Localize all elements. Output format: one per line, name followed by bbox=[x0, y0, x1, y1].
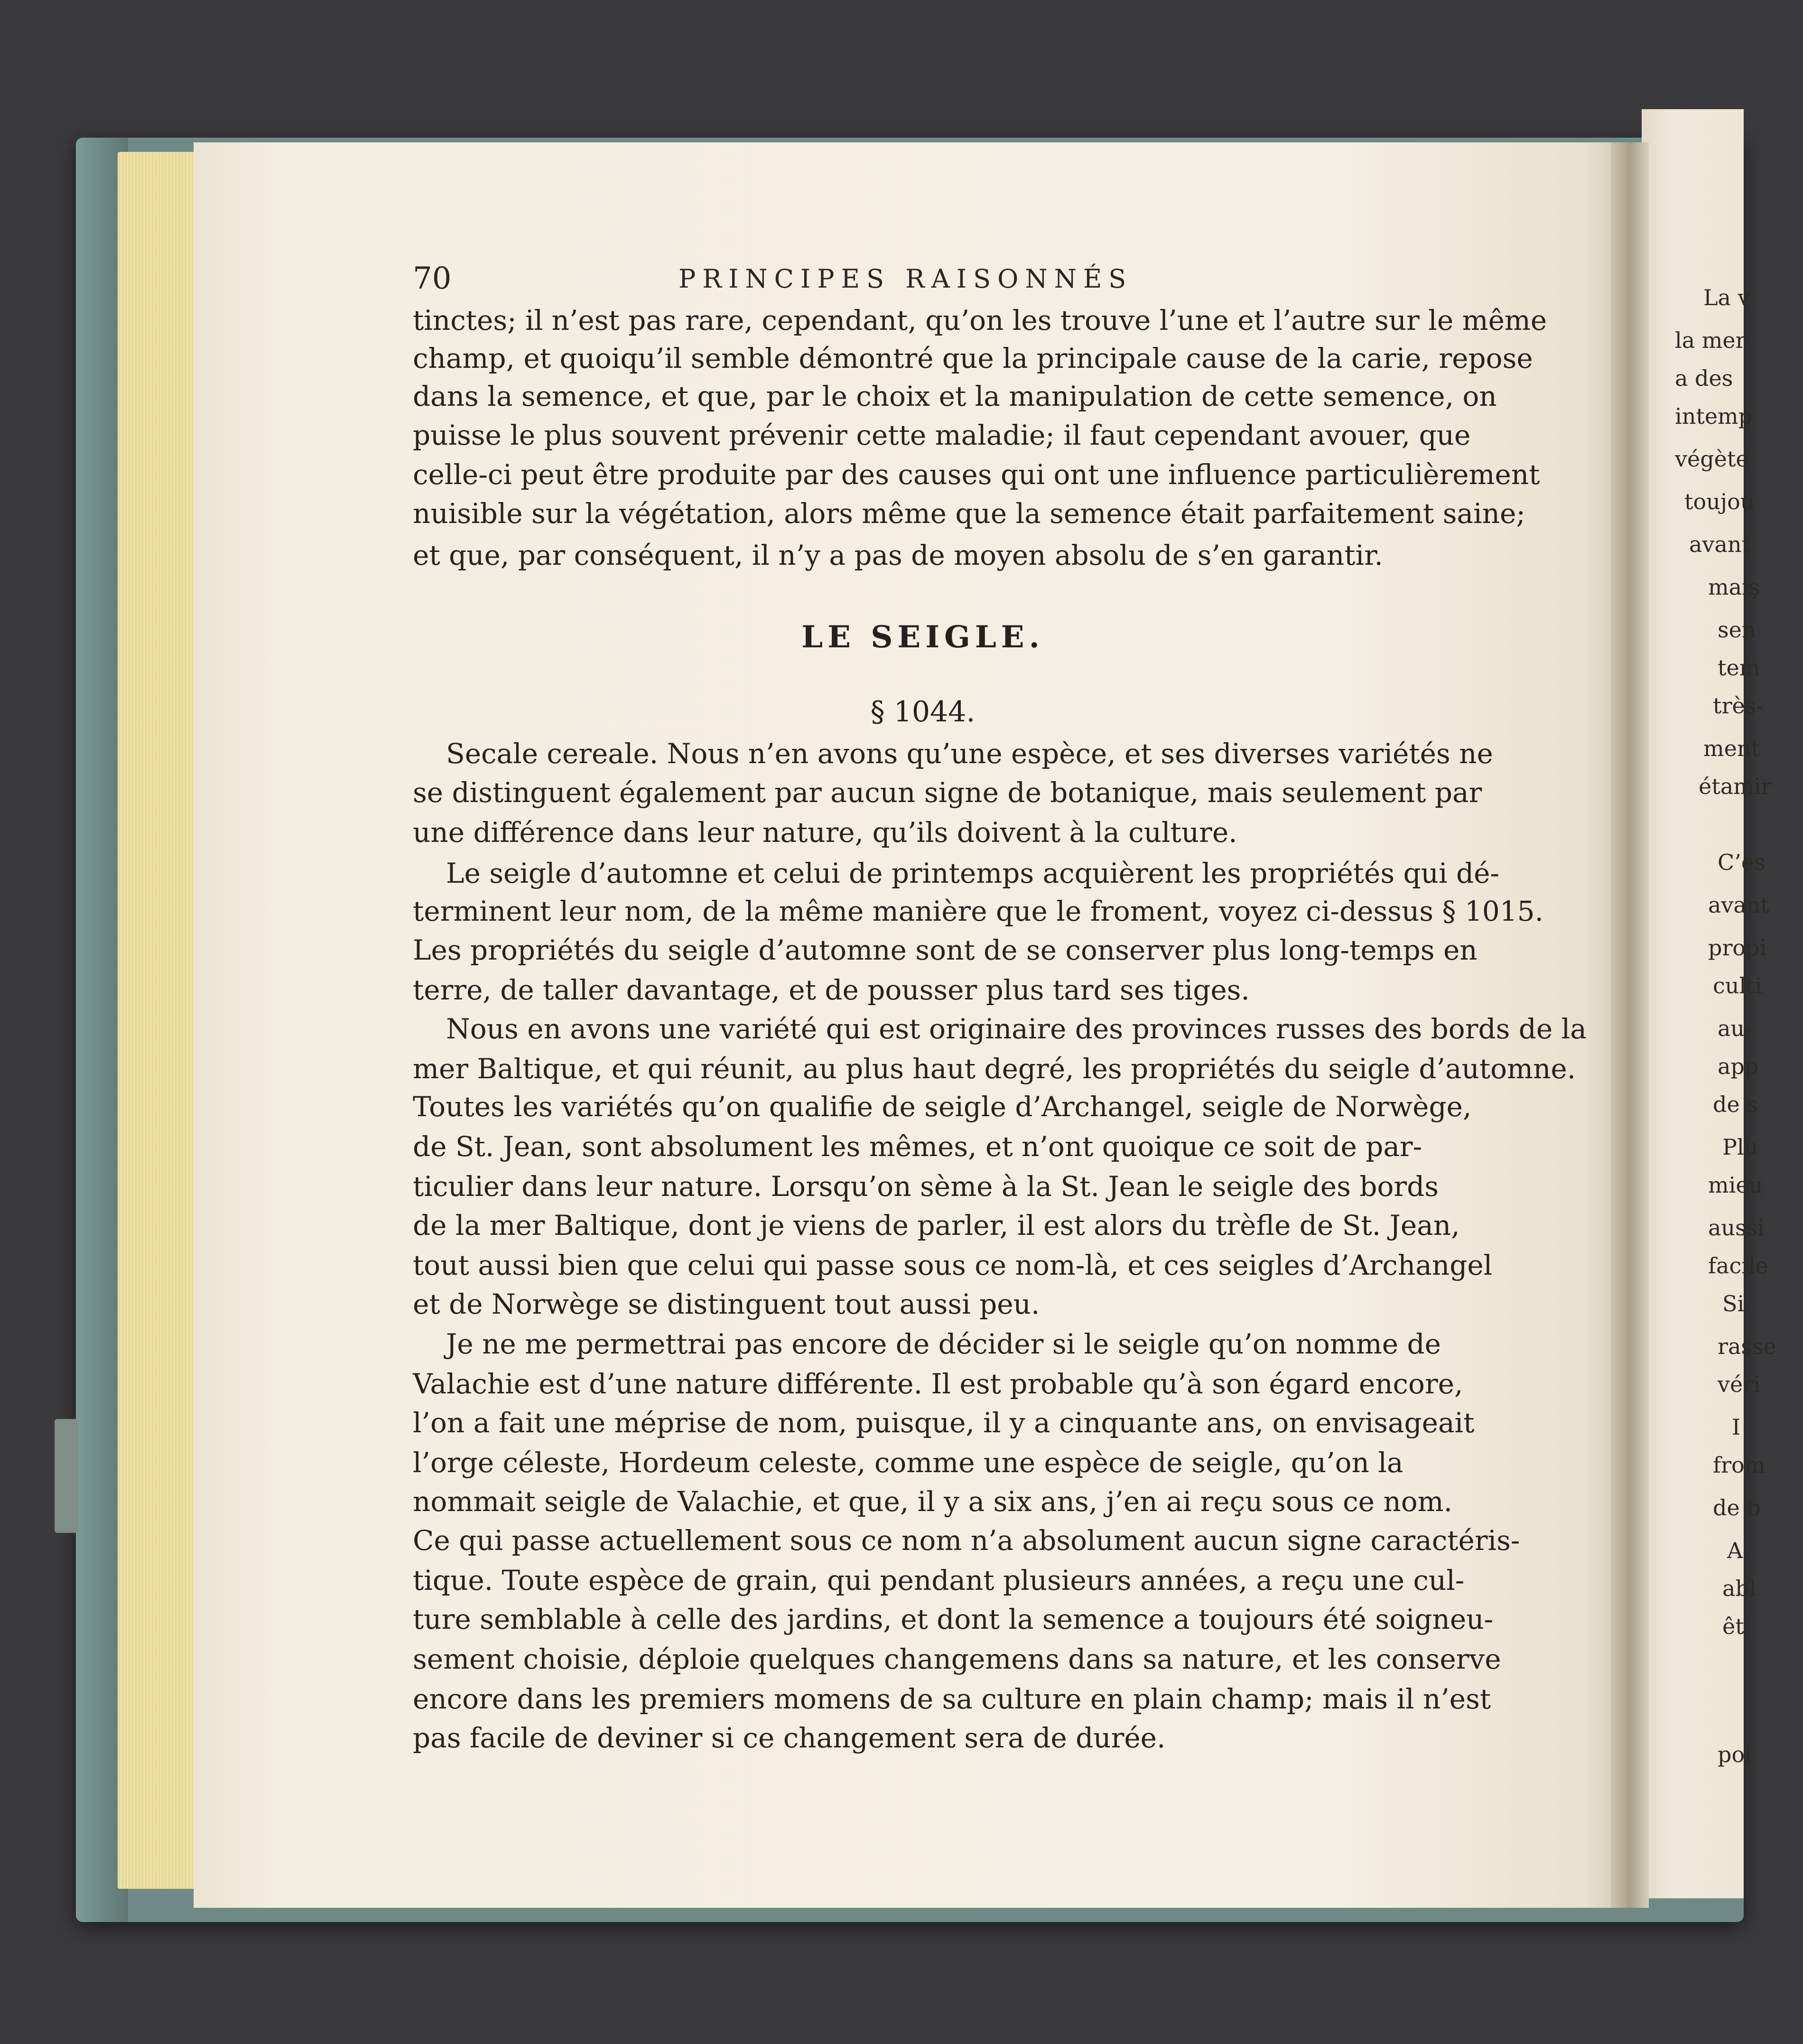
margin-fragment: facile bbox=[1708, 1253, 1768, 1279]
text-line: de St. Jean, sont absolument les mêmes, et n’ont quoique ce soit de par- bbox=[413, 1130, 1422, 1163]
text-line: nommait seigle de Valachie, et que, il y a six ans, j’en ai reçu sous ce nom. bbox=[413, 1485, 1453, 1518]
text-line: celle-ci peut être produite par des causes qui ont une influence particulièrement bbox=[413, 458, 1540, 491]
text-line: terminent leur nom, de la même manière que le froment, voyez ci-dessus § 1015. bbox=[413, 895, 1543, 927]
margin-fragment: de b bbox=[1713, 1495, 1761, 1521]
margin-fragment: poi bbox=[1718, 1742, 1752, 1767]
margin-fragment: propi bbox=[1708, 935, 1767, 961]
ribbon-tab bbox=[55, 1419, 78, 1533]
text-line: Le seigle d’automne et celui de printemps acquièrent les propriétés qui dé- bbox=[446, 857, 1500, 889]
page-edges bbox=[118, 152, 198, 1889]
book-gutter bbox=[1611, 142, 1649, 1908]
text-line: Les propriétés du seigle d’automne sont de se conserver plus long-temps en bbox=[413, 934, 1478, 966]
paragraph-number: § 1044. bbox=[870, 695, 976, 728]
margin-fragment: au- bbox=[1718, 1016, 1752, 1041]
text-line: ticulier dans leur nature. Lorsqu’on sème à la St. Jean le seigle des bords bbox=[413, 1170, 1439, 1203]
text-line: tout aussi bien que celui qui passe sous ce nom-là, et ces seigles d’Archangel bbox=[413, 1249, 1493, 1281]
text-line: de la mer Baltique, dont je viens de parler, il est alors du trèfle de St. Jean, bbox=[413, 1209, 1460, 1241]
margin-fragment: from bbox=[1713, 1452, 1766, 1478]
margin-fragment: êt bbox=[1722, 1614, 1744, 1639]
margin-fragment: aussi bbox=[1708, 1215, 1765, 1241]
text-line: sement choisie, déploie quelques changemens dans sa nature, et les conserve bbox=[413, 1643, 1501, 1675]
margin-fragment: La v bbox=[1703, 285, 1750, 310]
text-line: ture semblable à celle des jardins, et dont la semence a toujours été soigneu- bbox=[413, 1603, 1494, 1635]
text-line: et que, par conséquent, il n’y a pas de moyen absolu de s’en garantir. bbox=[413, 539, 1383, 571]
margin-fragment: app bbox=[1718, 1054, 1759, 1079]
margin-fragment: C’es bbox=[1718, 849, 1766, 875]
margin-fragment: ment bbox=[1703, 736, 1760, 761]
margin-fragment: étamir bbox=[1699, 774, 1772, 799]
margin-fragment: culti bbox=[1713, 973, 1762, 999]
text-line: mer Baltique, et qui réunit, au plus haut degré, les propriétés du seigle d’automne. bbox=[413, 1053, 1576, 1085]
margin-fragment: I bbox=[1732, 1414, 1741, 1440]
text-line: encore dans les premiers momens de sa culture en plain champ; mais il n’est bbox=[413, 1683, 1491, 1715]
text-line: Nous en avons une variété qui est originaire des provinces russes des bords de la bbox=[446, 1013, 1587, 1045]
text-line: champ, et quoiqu’il semble démontré que la principale cause de la carie, repose bbox=[413, 342, 1533, 374]
margin-fragment: Si bbox=[1722, 1291, 1745, 1316]
text-line: pas facile de deviner si ce changement sera de durée. bbox=[413, 1722, 1166, 1754]
margin-fragment: de s bbox=[1713, 1092, 1758, 1117]
margin-fragment: A bbox=[1727, 1538, 1743, 1563]
text-line: Ce qui passe actuellement sous ce nom n’a absolument aucun signe caractéris- bbox=[413, 1524, 1520, 1557]
section-title: LE SEIGLE. bbox=[801, 619, 1044, 655]
text-line: puisse le plus souvent prévenir cette maladie; il faut cependant avouer, que bbox=[413, 419, 1471, 451]
margin-fragment: maiş bbox=[1708, 574, 1760, 600]
margin-fragment: abl bbox=[1722, 1576, 1757, 1601]
margin-fragment: avant bbox=[1708, 892, 1769, 918]
text-line: Toutes les variétés qu’on qualifie de seigle d’Archangel, seigle de Norwège, bbox=[413, 1091, 1472, 1123]
margin-fragment: Plu bbox=[1722, 1134, 1758, 1160]
margin-fragment: toujou bbox=[1684, 489, 1755, 514]
margin-fragment: très- bbox=[1713, 693, 1764, 719]
text-line: tinctes; il n’est pas rare, cependant, qu’on les trouve l’une et l’autre sur le même bbox=[413, 304, 1547, 336]
text-line: Secale cereale. Nous n’en avons qu’une espèce, et ses diverses variétés ne bbox=[446, 737, 1493, 770]
text-line: et de Norwège se distinguent tout aussi peu. bbox=[413, 1288, 1040, 1320]
page-number: 70 bbox=[413, 261, 452, 296]
text-line: dans la semence, et que, par le choix et la manipulation de cette semence, on bbox=[413, 380, 1497, 412]
margin-fragment: véri bbox=[1718, 1372, 1760, 1397]
text-line: une différence dans leur nature, qu’ils doivent à la culture. bbox=[413, 816, 1237, 849]
margin-fragment: végète bbox=[1675, 446, 1749, 472]
text-line: tique. Toute espèce de grain, qui pendant plusieurs années, a reçu une cul- bbox=[413, 1564, 1465, 1596]
text-line: Valachie est d’une nature différente. Il est probable qu’à son égard encore, bbox=[413, 1368, 1463, 1400]
margin-fragment: tem bbox=[1718, 655, 1760, 681]
text-line: se distinguent également par aucun signe de botanique, mais seulement par bbox=[413, 776, 1482, 809]
text-line: l’orge céleste, Hordeum celeste, comme une espèce de seigle, qu’on la bbox=[413, 1447, 1403, 1479]
margin-fragment: a des bbox=[1675, 365, 1733, 391]
text-line: Je ne me permettrai pas encore de décider si le seigle qu’on nomme de bbox=[446, 1328, 1441, 1360]
text-line: l’on a fait une méprise de nom, puisque, il y a cinquante ans, on envisageait bbox=[413, 1407, 1475, 1439]
margin-fragment: sen bbox=[1718, 617, 1756, 643]
text-line: nuisible sur la végétation, alors même que la semence était parfaitement saine; bbox=[413, 497, 1525, 530]
margin-fragment: intemp bbox=[1675, 403, 1753, 429]
page-header bbox=[413, 261, 1433, 299]
running-title: PRINCIPES RAISONNÉS bbox=[678, 264, 1133, 294]
text-line: terre, de taller davantage, et de pousser plus tard ses tiges. bbox=[413, 974, 1250, 1006]
margin-fragment: mieu bbox=[1708, 1172, 1763, 1198]
margin-fragment: avant bbox=[1689, 532, 1750, 557]
margin-fragment: la mer bbox=[1675, 327, 1746, 353]
margin-fragment: rasse bbox=[1718, 1334, 1776, 1359]
